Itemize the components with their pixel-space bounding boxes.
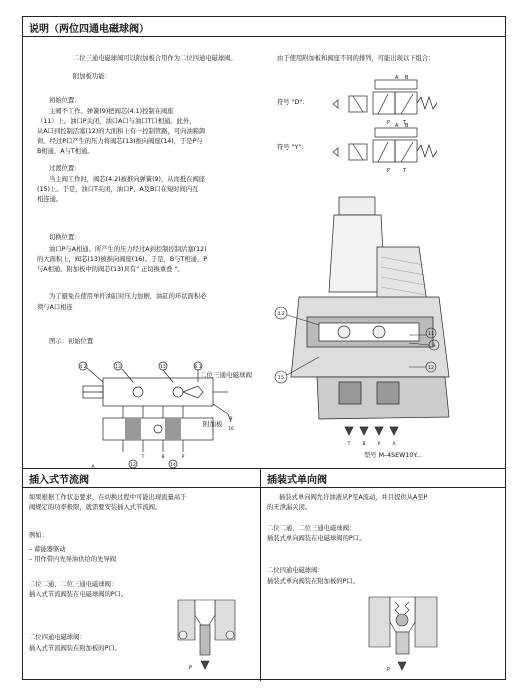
svg-text:T: T xyxy=(403,168,407,174)
example-title: 例如： xyxy=(29,532,48,539)
svg-text:B: B xyxy=(405,75,409,81)
trans-line-0: 当主阀工作时，阀芯(4.2)被推向弹簧(9)，从而抵在阀座 xyxy=(49,176,206,183)
init-line-3: 荷。经过P口产生的压力将阀芯(13)推向阀座(14)，于是P与 xyxy=(37,138,203,145)
check-port-label: P xyxy=(387,667,391,673)
throttle-port-label: P xyxy=(189,665,193,671)
callout-6-1: 6.1 xyxy=(194,365,202,370)
switch-title: 切换位置： xyxy=(49,234,81,241)
throttle-g2-title: 二位四通电磁球阀： xyxy=(29,634,86,641)
svg-text:B: B xyxy=(405,123,409,129)
check-g2-title: 二位四通电磁球阀： xyxy=(267,567,324,574)
callout-15: 15 xyxy=(160,365,166,370)
callout-12: 12 xyxy=(130,463,136,468)
port-p-label: P xyxy=(181,455,185,460)
section-header-check-valve: 插装式单向阀 xyxy=(261,468,505,488)
section-header-throttle: 插入式节流阀 xyxy=(23,468,260,488)
switch-line-1: 的大面积上，阀芯(13)被推向阀座(16)。于是，B与T相通，P xyxy=(37,256,208,263)
svg-text:A: A xyxy=(395,75,399,81)
hydraulic-symbols xyxy=(323,72,453,177)
callout-9: 9 xyxy=(229,417,233,422)
svg-text:T: T xyxy=(403,120,407,126)
svg-text:T: T xyxy=(347,442,351,447)
figure-caption: 图示：初始位置 xyxy=(49,338,94,345)
check-g1-text: 插装式单向阀装在电磁球阀的P口。 xyxy=(267,535,366,542)
check-valve-drawing xyxy=(365,592,445,677)
model-number: 型号 M–4SEW10Y... xyxy=(364,452,422,459)
note-line-1: 须与A口相连 xyxy=(37,304,73,311)
svg-text:P: P xyxy=(387,168,391,174)
symbol-y-label: 符号 "Y"： xyxy=(277,144,308,151)
svg-text:B: B xyxy=(362,442,366,447)
throttle-valve-drawing xyxy=(173,595,243,675)
example-item-1: – 用作带内先导油供给的先导阀 xyxy=(29,556,117,563)
check-g2-text: 插装式单向阀装在附加板的P口。 xyxy=(267,578,359,585)
label-valve: 二位三通电磁球阀 xyxy=(200,371,252,379)
switch-line-2: 与A相通。附加板中的阀芯(13)具有" 正切换重叠 "。 xyxy=(37,266,184,273)
svg-text:P: P xyxy=(387,120,391,126)
addon-title: 附加板功能： xyxy=(73,73,111,80)
svg-text:A: A xyxy=(395,123,399,129)
callout-4-2: 4.2 xyxy=(79,365,87,370)
port-a-label: A xyxy=(91,465,95,470)
init-line-0: 主阀不工作。弹簧(9)把阀芯(4.1)控制在阀座 xyxy=(49,108,174,115)
svg-text:15: 15 xyxy=(278,376,284,381)
check-line-1: 的无泄漏关闭。 xyxy=(267,504,312,511)
trans-line-1: (15)上。于是，油口T关闭，油口P、A及B口在短时间内互 xyxy=(37,186,199,193)
port-b-label: B xyxy=(161,455,165,460)
callout-13: 13 xyxy=(115,365,121,370)
svg-text:12: 12 xyxy=(428,366,434,371)
init-line-1: （11）上。油口P关闭，油口A口与油口T口相通。此外， xyxy=(37,118,196,125)
svg-text:A: A xyxy=(392,442,396,447)
throttle-g1-text: 插入式节流阀装在电磁球阀的P口。 xyxy=(29,591,128,598)
callout-16: 16 xyxy=(228,427,234,432)
page-frame xyxy=(22,16,506,680)
init-line-2: 从A口到控制活塞(12)的大面积上有一控制管路，可向油箱卸 xyxy=(37,128,206,135)
svg-text:4.2: 4.2 xyxy=(277,312,285,317)
section-header-main: 说明（两位四通电磁球阀） xyxy=(23,17,505,37)
check-line-0: 插装式单向阀允许油液从P至A流动，并且提供从A至P xyxy=(279,494,428,501)
intro-text: 二位三通电磁球阀可以附加板合用作为二位四通电磁球阀。 xyxy=(73,55,237,62)
svg-text:P: P xyxy=(377,442,381,447)
example-item-0: – 蓄能器驱动 xyxy=(29,546,66,553)
init-line-4: B相通，A与T相通。 xyxy=(37,148,94,155)
check-g1-title: 二位二通、二位三通电磁球阀： xyxy=(267,525,356,532)
throttle-line-1: 阀规定的功率极限，就需要安装插入式节流阀。 xyxy=(29,504,162,511)
valve-cutaway-illustration xyxy=(259,187,469,447)
divider-vertical xyxy=(260,468,261,681)
trans-title: 过渡位置： xyxy=(49,165,81,172)
throttle-g1-title: 二位二通、二位三通电磁球阀： xyxy=(29,581,118,588)
right-caption: 由于使用附加板和阀座不同的排列，可能出现以下组合： xyxy=(277,55,435,62)
switch-line-0: 油口P与A相通。所产生的压力经过A到控制控制活塞(12) xyxy=(49,246,207,253)
trans-line-2: 相连通。 xyxy=(37,196,63,203)
callout-14: 14 xyxy=(170,463,176,468)
throttle-g2-text: 插入式节流阀装在附加板的P口。 xyxy=(29,645,121,652)
init-title: 初始位置： xyxy=(49,97,81,104)
throttle-line-0: 如果根据工作状态要求，在切换过程中可能出现流量高于 xyxy=(29,494,187,501)
symbol-d-label: 符号 "D"： xyxy=(277,99,309,106)
svg-text:9: 9 xyxy=(432,344,436,349)
svg-text:11: 11 xyxy=(428,332,434,337)
label-plate: 附加板 xyxy=(203,420,223,428)
port-t-label: T xyxy=(141,455,145,460)
note-line-0: 为了避免在使用单杆油缸时压力加剧，油缸的环状面积必 xyxy=(49,293,207,300)
